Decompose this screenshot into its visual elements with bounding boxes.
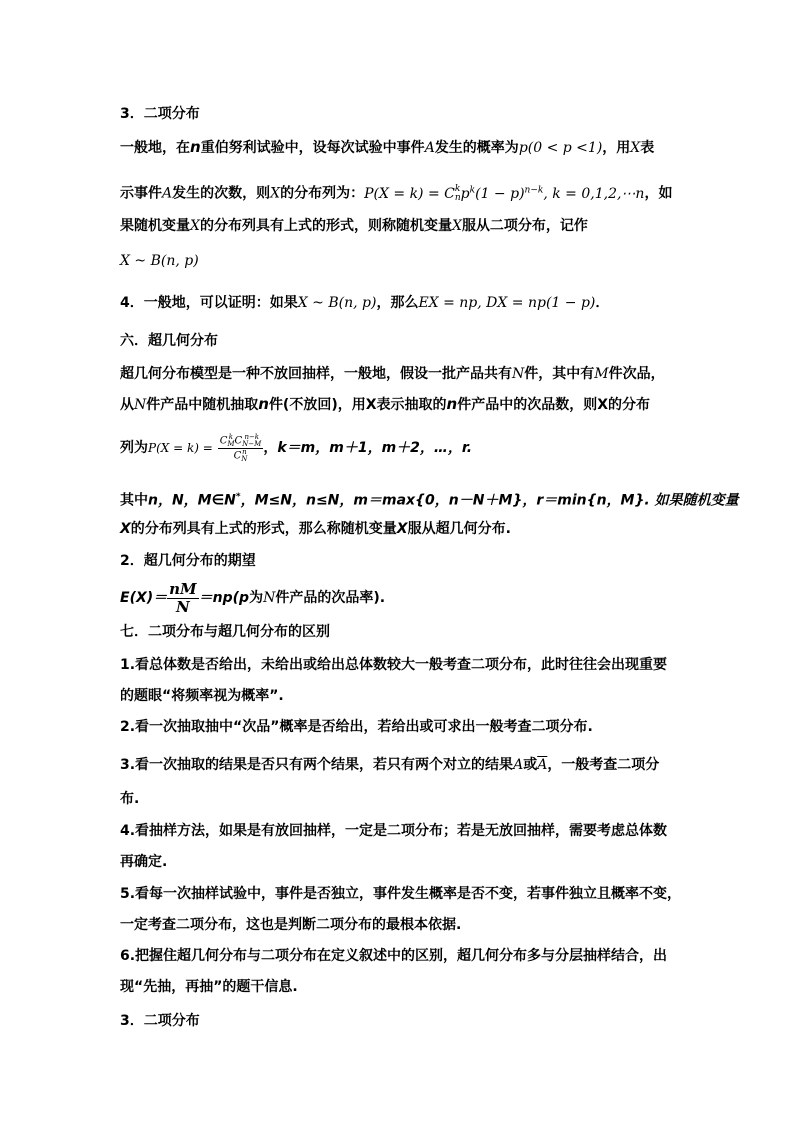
formula-sup: n−k xyxy=(524,185,544,195)
difference-item-3-line-1 xyxy=(120,755,659,775)
math-N: N xyxy=(512,366,525,382)
formula-sup: k xyxy=(228,432,234,441)
text-segment: 再确定. xyxy=(120,854,168,870)
math-X: X xyxy=(630,140,641,156)
math-binomial-notation: X ~ B(n, p) xyxy=(120,253,199,269)
formula-part: C xyxy=(234,435,243,446)
expectation-fraction xyxy=(167,581,199,616)
text-segment: 现“先抽，再抽”的题干信息. xyxy=(120,979,298,995)
section-heading-differences xyxy=(120,622,330,642)
text-segment: ，一般考查二项分 xyxy=(547,757,660,773)
heading-title: 七．二项分布与超几何分布的区别 xyxy=(120,624,330,640)
math-X: X xyxy=(396,521,408,537)
hypergeometric-conditions-line-1 xyxy=(120,487,739,511)
hypergeometric-expectation-formula xyxy=(120,578,385,618)
text-segment: ，那么 xyxy=(376,295,419,311)
heading-number: 3． xyxy=(120,1013,144,1029)
text-segment: 示事件 xyxy=(120,185,162,202)
heading-number: 3． xyxy=(120,106,144,122)
text-segment: 重伯努利试验中，设每次试验中事件 xyxy=(200,140,425,156)
text-segment: 发生的次数，则 xyxy=(172,185,271,202)
formula-part: , k = 0,1,2,⋯n xyxy=(543,185,645,202)
math-X: X xyxy=(597,397,609,413)
formula-part: ＝np(p xyxy=(198,590,250,606)
text-segment: 件次品， xyxy=(608,366,665,382)
math-N: N xyxy=(263,590,276,606)
formula-sub: M xyxy=(227,439,235,448)
hypergeometric-paragraph-line-1 xyxy=(120,364,665,384)
text-segment: 5.看每一次抽样试验中，事件是否独立，事件发生概率是否不变，若事件独立且概率不变， xyxy=(120,886,682,902)
hypergeometric-conditions-line-2 xyxy=(120,519,511,539)
math-X: X xyxy=(190,218,200,234)
difference-item-6-line-2 xyxy=(120,977,298,997)
text-segment: 的题眼“将频率视为概率”. xyxy=(120,688,284,704)
math-k-range: k＝m，m＋1，m＋2，…，r. xyxy=(277,440,473,456)
math-X: X xyxy=(270,185,281,202)
fraction-denominator: N xyxy=(176,597,190,616)
heading-title: 二项分布 xyxy=(143,106,200,122)
math-conditions: n，N，M∈N xyxy=(148,492,236,509)
difference-item-2 xyxy=(120,717,593,737)
formula-sup: k xyxy=(454,183,461,194)
math-expectation-variance: EX = np, DX = np(1 − p) xyxy=(418,295,596,311)
difference-item-3-line-2 xyxy=(120,789,139,809)
text-segment: 服从超几何分布. xyxy=(407,521,511,537)
formula-sub: N xyxy=(241,454,248,463)
binomial-notation xyxy=(120,251,199,271)
formula-part: P(X = k) = xyxy=(148,441,213,455)
math-A: A xyxy=(513,757,524,773)
text-segment: 果随机变量 xyxy=(120,218,190,234)
formula-part: P(X = k) = C xyxy=(364,185,455,202)
text-segment: 件产品的次品率). xyxy=(275,590,386,606)
text-segment: 一般地，可以证明：如果 xyxy=(143,295,298,311)
formula-part: C xyxy=(233,450,242,461)
hypergeometric-fraction xyxy=(218,434,264,463)
text-segment: 3.看一次抽取的结果是否只有两个结果，若只有两个对立的结果 xyxy=(120,757,514,773)
text-segment: 1.看总体数是否给出，未给出或给出总体数较大一般考查二项分布，此时往往会出现重要 xyxy=(120,657,668,673)
section-heading-hypergeometric xyxy=(120,331,218,351)
formula-sup: n−k xyxy=(244,432,260,441)
math-N: N xyxy=(134,397,147,413)
binomial-paragraph-line-2 xyxy=(120,180,672,204)
fraction-denominator xyxy=(218,449,264,463)
math-n: n xyxy=(190,138,201,156)
text-segment: 为 xyxy=(249,590,264,606)
text-segment: 件产品中的次品数，则 xyxy=(457,397,598,413)
fraction-numerator: nM xyxy=(169,579,197,598)
text-segment: 2.看一次抽取抽中“次品”概率是否给出，若给出或可求出一般考查二项分布. xyxy=(120,719,593,735)
formula-part: p xyxy=(460,185,470,202)
text-segment: 件产品中随机抽取 xyxy=(146,397,259,413)
section-heading-hypergeometric-expectation xyxy=(120,551,256,571)
formula-sup: n xyxy=(242,447,247,456)
math-conditions: ，M≤N，n≤N，m＝max{0，n－N＋M}，r＝min{n，M}. 如果随机变量 xyxy=(240,492,739,509)
formula-part: C xyxy=(219,435,228,446)
math-probability-condition: p(0 < p <1) xyxy=(518,140,603,156)
binomial-expectation-line xyxy=(120,293,609,313)
difference-item-1-line-2 xyxy=(120,686,284,706)
math-A: A xyxy=(424,140,435,156)
hypergeometric-pmf-line xyxy=(120,430,472,466)
hypergeometric-paragraph-line-2 xyxy=(120,395,650,415)
text-segment: 从 xyxy=(120,397,134,413)
text-segment: 的分布列为： xyxy=(280,185,365,202)
text-segment: ，如 xyxy=(644,185,673,202)
formula-sub: N−M xyxy=(242,439,262,448)
math-binomial-notation: X ~ B(n, p) xyxy=(297,295,377,311)
text-segment: 6.把握住超几何分布与二项分布在定义叙述中的区别，超几何分布多与分层抽样结合，出 xyxy=(120,948,668,964)
binomial-pmf-formula xyxy=(364,183,645,203)
heading-title: 2．超几何分布的期望 xyxy=(120,553,256,569)
text-segment: 一定考查二项分布，这也是判断二项分布的最根本依据. xyxy=(120,917,462,933)
section-heading-binomial-repeat xyxy=(120,1011,200,1031)
text-segment: 的分布 xyxy=(608,397,651,413)
text-segment: 件，其中有 xyxy=(524,366,595,382)
text-segment: 列为 xyxy=(120,440,148,456)
difference-item-5-line-1 xyxy=(120,884,681,904)
math-X: X xyxy=(451,218,462,234)
difference-item-4-line-1 xyxy=(120,821,667,841)
text-segment: 的分布列具有上式的形式，那么称随机变量 xyxy=(130,521,397,537)
text-segment: 件(不放回)，用 xyxy=(268,397,366,413)
math-X: X xyxy=(120,521,131,537)
difference-item-5-line-2 xyxy=(120,915,461,935)
formula-part: E(X)＝ xyxy=(120,590,168,606)
text-segment: 发生的概率为 xyxy=(434,140,519,156)
text-segment: ，用 xyxy=(602,140,631,156)
formula-part: (1 − p) xyxy=(475,185,525,202)
math-A: A xyxy=(162,185,173,202)
binomial-paragraph-line-3 xyxy=(120,216,588,236)
math-n: n xyxy=(258,395,269,413)
text-segment: 的分布列具有上式的形式，则称随机变量 xyxy=(199,218,452,234)
text-segment: 超几何分布模型是一种不放回抽样，一般地，假设一批产品共有 xyxy=(120,366,512,382)
text-segment: 表示抽取的 xyxy=(376,397,447,413)
text-segment: 4.看抽样方法，如果是有放回抽样，一定是二项分布；若是无放回抽样，需要考虑总体数 xyxy=(120,823,668,839)
math-M: M xyxy=(594,366,609,382)
text-segment: 表 xyxy=(640,140,655,156)
difference-item-4-line-2 xyxy=(120,852,167,872)
binomial-paragraph-line-1 xyxy=(120,138,654,158)
item-number: 4． xyxy=(120,295,144,311)
difference-item-1-line-1 xyxy=(120,655,667,675)
difference-item-6-line-1 xyxy=(120,946,667,966)
fraction-numerator xyxy=(218,434,264,449)
text-segment: 布. xyxy=(120,791,140,807)
text-segment: ． xyxy=(595,295,610,311)
text-segment: 一般地，在 xyxy=(120,140,190,156)
text-segment: 或 xyxy=(523,757,538,773)
formula-sup: * xyxy=(235,492,241,502)
text-segment: ， xyxy=(263,440,278,456)
formula-sup: k xyxy=(469,185,476,195)
heading-title: 六．超几何分布 xyxy=(120,333,218,349)
text-segment: 其中 xyxy=(120,492,148,509)
heading-title: 二项分布 xyxy=(143,1013,200,1029)
math-X: X xyxy=(365,397,377,413)
math-n: n xyxy=(446,395,458,413)
formula-sub: n xyxy=(454,192,461,203)
math-A-complement: $\overline{A}$ xyxy=(537,757,548,773)
text-segment: 服从二项分布，记作 xyxy=(461,218,588,234)
section-heading-binomial xyxy=(120,104,200,124)
